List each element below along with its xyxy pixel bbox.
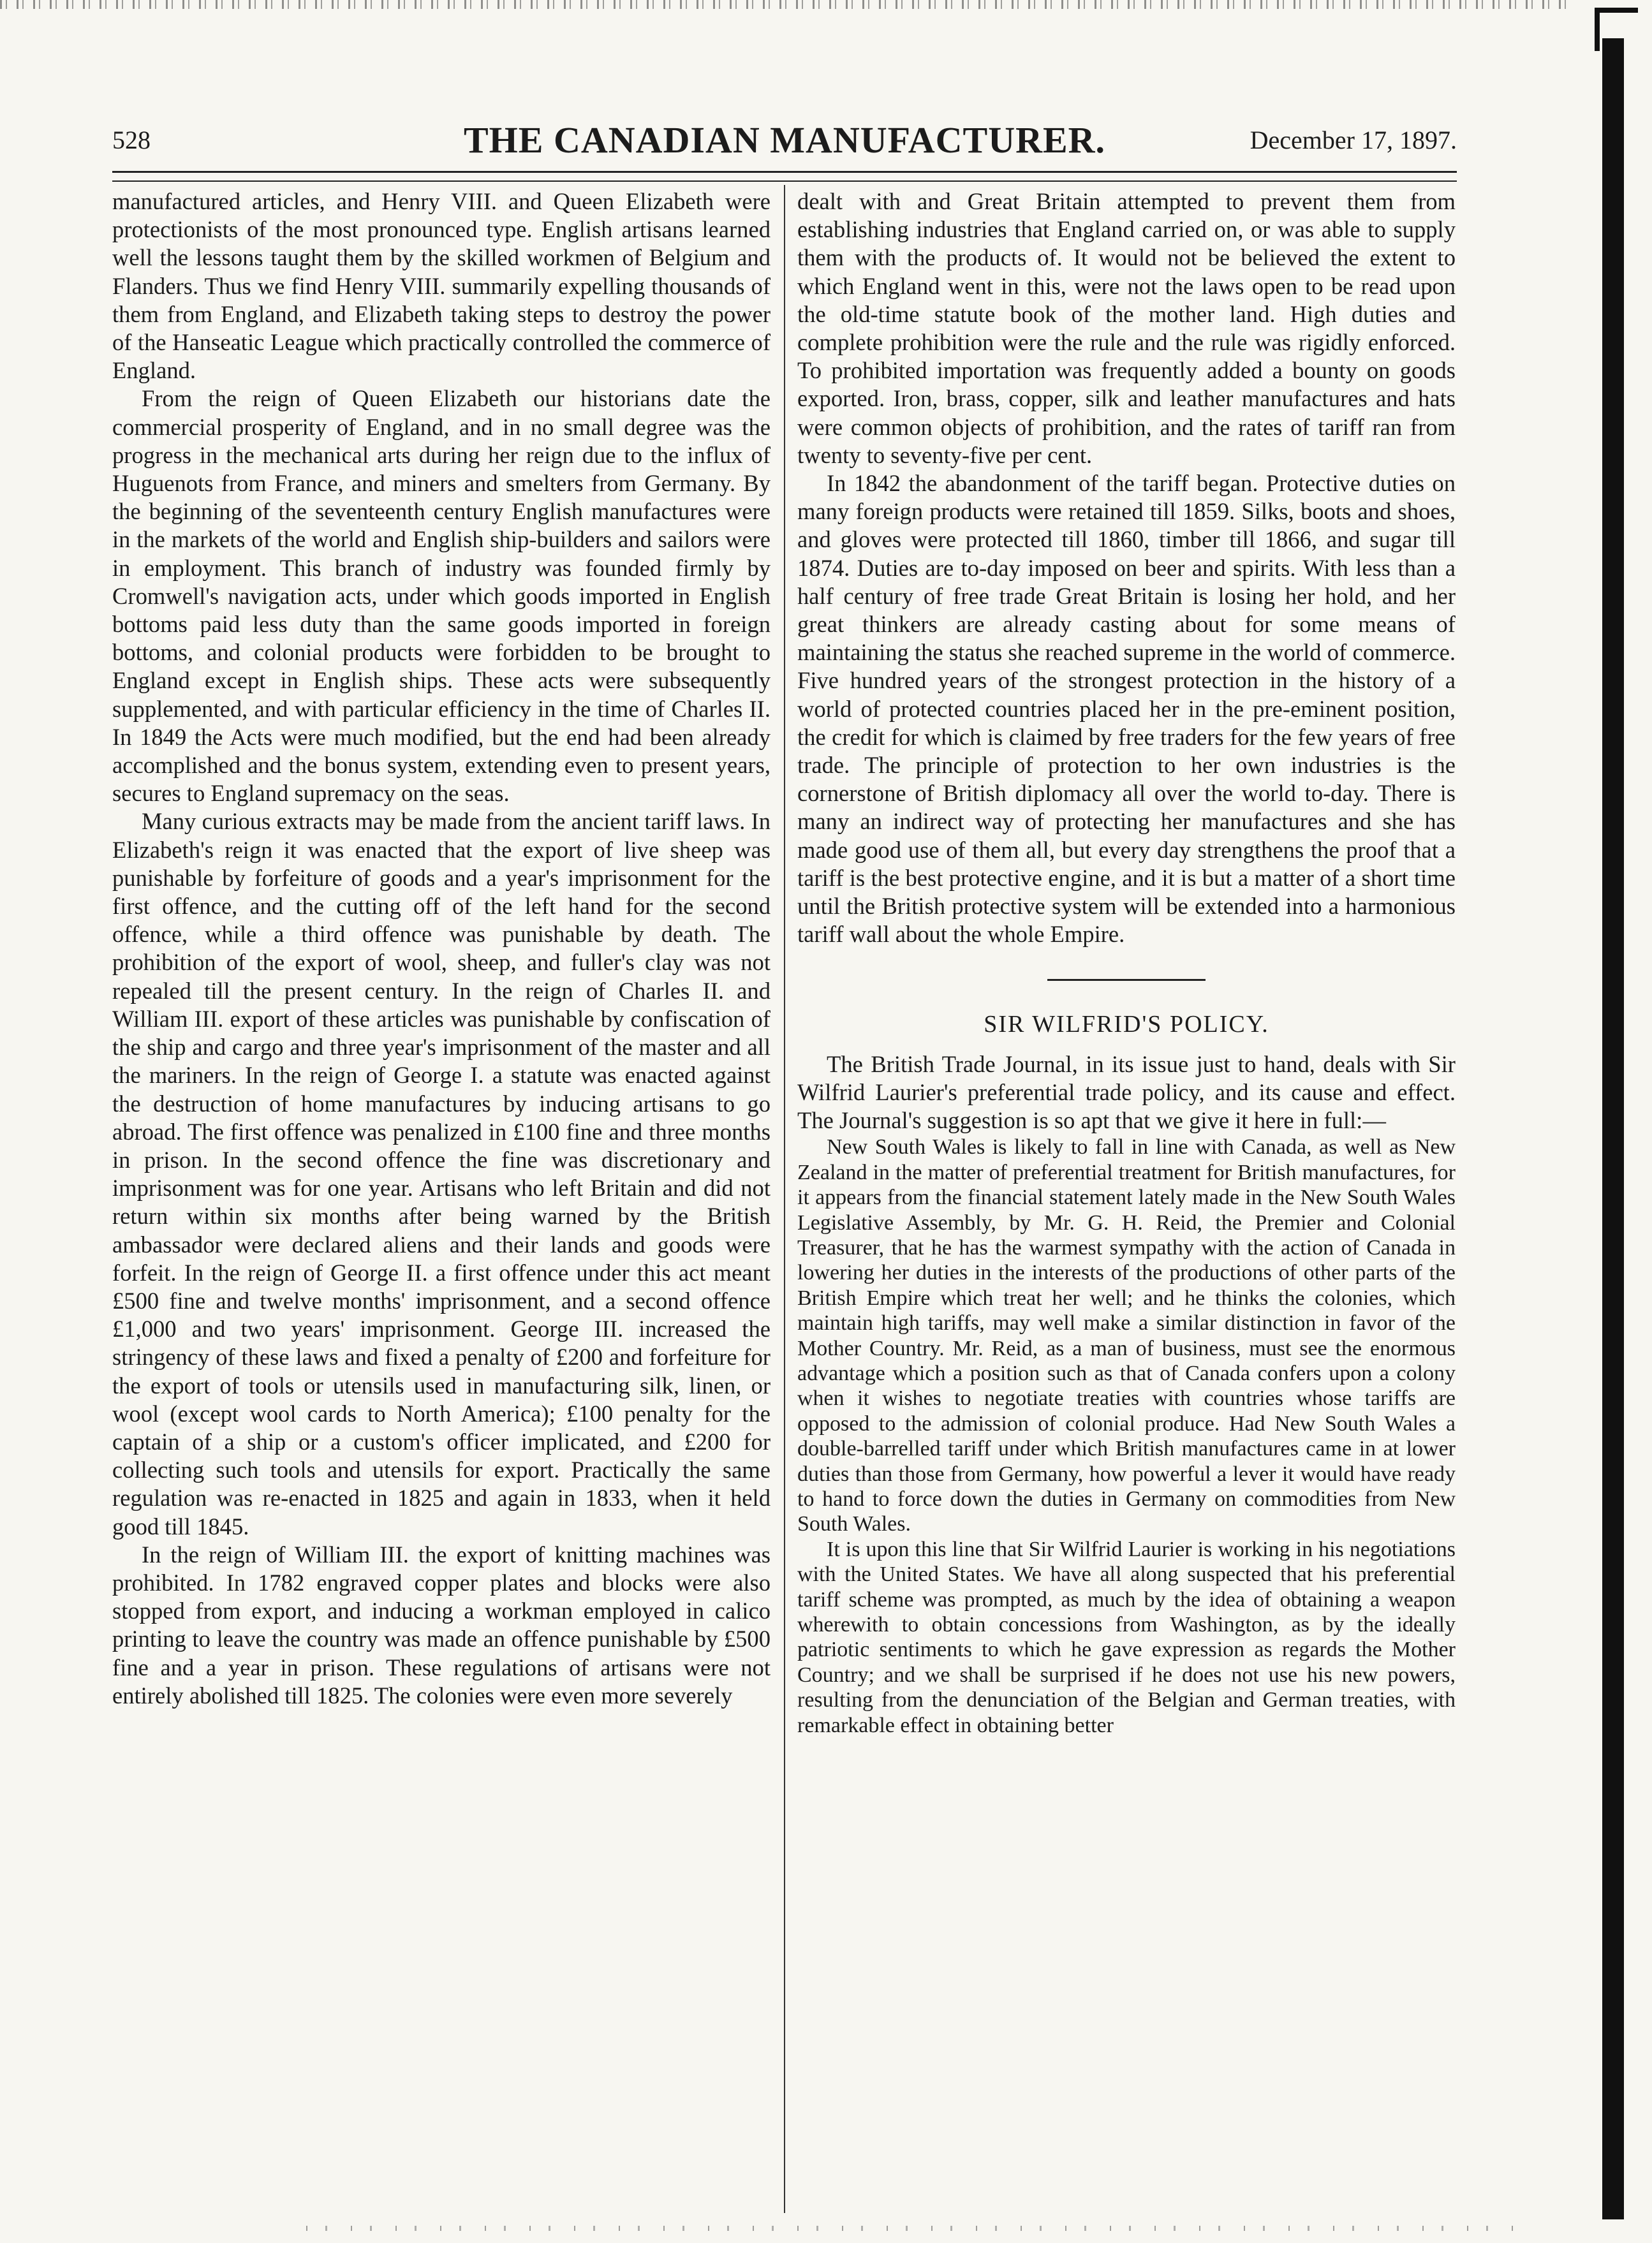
- section-divider: [1047, 979, 1206, 981]
- page-header: [112, 119, 1457, 163]
- right-column: [797, 188, 1456, 1738]
- paragraph: In the reign of William III. the export of knitting machines was prohibited. In 1782 engraved copper plates and blocks were also stopped from export, and inducing a workman employed in calico printing to leave the country was made an offence punishable by £500 fine and a year in prison. These regulations of artisans were not entirely abolished till 1825. The colonies were even more severely: [112, 1541, 771, 1709]
- scan-edge-bar: [1602, 38, 1624, 2219]
- masthead-title: THE CANADIAN MANUFACTURER.: [463, 119, 1106, 161]
- section-intro: The British Trade Journal, in its issue just to hand, deals with Sir Wilfrid Laurier's preferential trade policy, and its cause and effect. The Journal's suggestion is so apt that we give it here in full:—: [797, 1050, 1456, 1134]
- issue-date: December 17, 1897.: [1250, 126, 1457, 154]
- header-rule: [112, 171, 1457, 182]
- paragraph: From the reign of Queen Elizabeth our historians date the commercial prosperity of England, and in no small degree was the progress in the mechanical arts during her reign due to the influx of Huguenots from France, and miners and smelters from Germany. By the beginning of the seventeenth century English manufactures were in the markets of the world and English ship-builders and sailors were in employment. This branch of industry was founded firmly by Cromwell's navigation acts, under which goods imported in English bottoms paid less duty than the same goods imported in foreign bottoms, and colonial products were forbidden to be brought to England except in English ships. These acts were subsequently supplemented, and with particular efficiency in the time of Charles II. In 1849 the Acts were much modified, but the end had been already accomplished and the bonus system, extending even to present years, secures to England supremacy on the seas.: [112, 385, 771, 807]
- quoted-paragraph: It is upon this line that Sir Wilfrid Laurier is working in his negotiations with the United States. We have all along suspected that his preferential tariff scheme was prompted, as much by the idea of obtaining a weapon wherewith to obtain concessions from Washington, as by the ideally patriotic sentiments to which he gave expression as regards the Mother Country; and we shall be surprised if he does not use his new powers, resulting from the denunciation of the Belgian and German treaties, with remarkable effect in obtaining better: [797, 1537, 1456, 1737]
- paragraph: In 1842 the abandonment of the tariff began. Protective duties on many foreign products were retained till 1859. Silks, boots and shoes, and gloves were protected till 1860, timber till 1866, and sugar till 1874. Duties are to-day imposed on beer and spirits. With less than a half century of free trade Great Britain is losing her hold, and her great thinkers are already casting about for some means of maintaining the status she reached supreme in the world of commerce. Five hundred years of the strongest protection in the history of a world of protected countries placed her in the pre-eminent position, the credit for which is claimed by free traders for the few years of free trade. The principle of protection to her own industries is the cornerstone of British diplomacy all over the world to-day. There is many an indirect way of protecting her manufactures and she has made good use of them all, but every day strengthens the proof that a tariff is the best protective engine, and it is but a matter of a short time until the British protective system will be extended into a harmonious tariff wall about the whole Empire.: [797, 470, 1456, 948]
- section-heading: SIR WILFRID'S POLICY.: [984, 1011, 1269, 1038]
- page-number: 528: [112, 126, 151, 154]
- quoted-paragraph: New South Wales is likely to fall in line with Canada, as well as New Zealand in the matter of preferential treatment for British manufactures, for it appears from the financial statement lately made in the New South Wales Legislative Assembly, by Mr. G. H. Reid, the Premier and Colonial Treasurer, that he has the warmest sympathy with the action of Canada in lowering her duties in the interests of the productions of other parts of the British Empire which treat her well; and he thinks the colonies, which maintain high tariffs, may well make a similar distinction in favor of the Mother Country. Mr. Reid, as a man of business, must see the enormous advantage which a position such as that of Canada confers upon a colony when it wishes to negotiate treaties with countries whose tariffs are opposed to the admission of colonial produce. Had New South Wales a double-barrelled tariff under which British manufactures came in at lower duties than those from Germany, how powerful a lever it would have ready to hand to force down the duties in Germany on commodities from New South Wales.: [797, 1135, 1456, 1536]
- scan-edge-noise-top: [0, 0, 1569, 9]
- paragraph: manufactured articles, and Henry VIII. and Queen Elizabeth were protectionists of the most pronounced type. English artisans learned well the lessons taught them by the skilled workmen of Belgium and Flanders. Thus we find Henry VIII. summarily expelling thousands of them from England, and Elizabeth taking steps to destroy the power of the Hanseatic League which practically controlled the commerce of England.: [112, 188, 771, 384]
- left-column: [112, 188, 771, 1710]
- scan-edge-noise-bottom: [306, 2226, 1518, 2231]
- paragraph: dealt with and Great Britain attempted to prevent them from establishing industries that England carried on, or was able to supply them with the products of. It would not be believed the extent to which England went in this, were not the laws open to be read upon the old-time statute book of the mother land. High duties and complete prohibition were the rule and the rule was rigidly enforced. To prohibited importation was frequently added a bounty on goods exported. Iron, brass, copper, silk and leather manufactures and hats were common objects of prohibition, and the rates of tariff ran from twenty to seventy-five per cent.: [797, 188, 1456, 468]
- column-divider: [784, 185, 785, 2213]
- paragraph: Many curious extracts may be made from the ancient tariff laws. In Elizabeth's reign it was enacted that the export of live sheep was punishable by forfeiture of goods and a year's imprisonment for the first offence, and the cutting off of the left hand for the second offence, while a third offence was punishable by death. The prohibition of the export of wool, sheep, and fuller's clay was not repealed till the present century. In the reign of Charles II. and William III. export of these articles was punishable by confiscation of the ship and cargo and three year's imprisonment of the master and all the mariners. In the reign of George I. a statute was enacted against the destruction of home manufactures by inducing artisans to go abroad. The first offence was penalized in £100 fine and three months in prison. In the second offence the fine was discretionary and imprisonment was for one year. Artisans who left Britain and did not return within six months after being warned by the British ambassador were declared aliens and their lands and goods were forfeit. In the reign of George II. a first offence under this act meant £500 fine and twelve months' imprisonment, and a second offence £1,000 and two years' imprisonment. George III. increased the stringency of these laws and fixed a penalty of £200 and forfeiture for the export of tools or utensils used in manufacturing silk, linen, or wool (except wool cards to North America); £100 penalty for the captain of a ship or a custom's officer implicated, and £200 for collecting such tools and utensils for export. Practically the same regulation was re-enacted in 1825 and again in 1833, when it held good till 1845.: [112, 808, 771, 1540]
